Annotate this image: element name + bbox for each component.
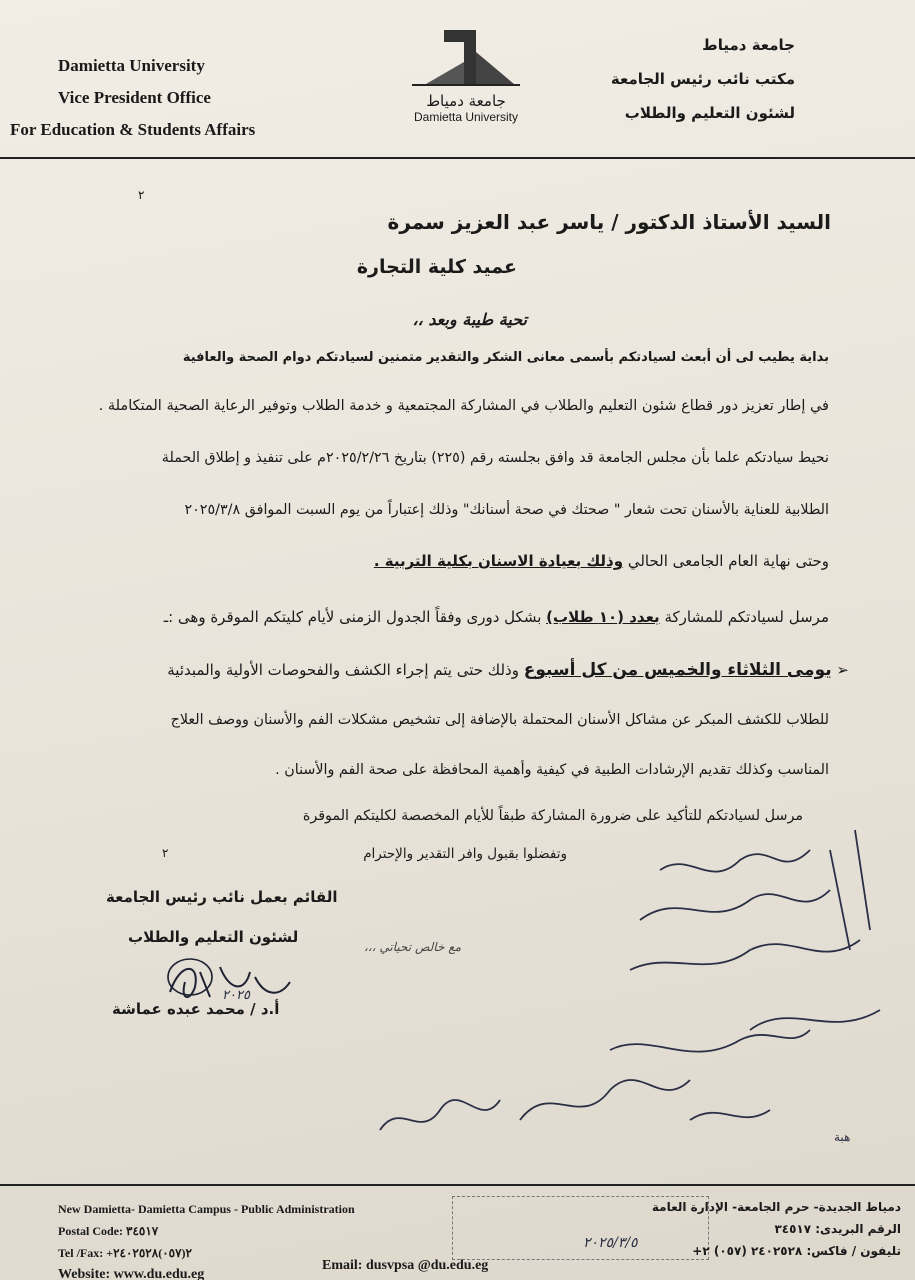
university-name-en: Damietta University — [58, 56, 205, 75]
footer-phone-ar: تليفون / فاكس: ٢٤٠٢٥٢٨ (٠٥٧) ٢+ — [692, 1244, 901, 1258]
regards: مع خالص تحياتي ،،، — [364, 940, 462, 954]
logo-arabic-text: جامعة دمياط — [426, 92, 506, 110]
footer-divider — [0, 1184, 915, 1186]
paragraph-decision-2: الطلابية للعناية بالأسنان تحت شعار " صحتك في صحة أسنانك" وذلك إعتباراً من يوم السبت الموافق ٢٠٢٥/٣/٨ — [184, 502, 829, 518]
recipient-line-1: السيد الأستاذ الدكتور / ياسر عبد العزيز سمرة — [387, 210, 831, 234]
signer-title-2: لشئون التعليم والطلاب — [128, 928, 299, 946]
office-name-en: Vice President Office — [58, 88, 211, 107]
schedule-line — [167, 660, 849, 680]
handwritten-initial: هبة — [834, 1130, 851, 1144]
paragraph-decision-1: نحيط سيادتكم علما بأن مجلس الجامعة قد وافق بجلسته رقم (٢٢٥) بتاريخ ٢٠٢٥/٢/٢٦م على تنفيذ و إطلاق الحملة — [161, 450, 829, 466]
footer-postal-en: Postal Code: ٣٤٥١٧ — [58, 1224, 159, 1238]
footer-address-en: New Damietta- Damietta Campus - Public Administration — [58, 1202, 355, 1216]
paragraph-confirm: مرسل لسيادتكم للتأكيد على ضرورة المشاركة طبقاً للأيام المخصصة لكليتكم الموقرة — [302, 808, 803, 824]
university-logo — [396, 22, 536, 132]
recipient-line-2: عميد كلية التجارة — [356, 256, 517, 278]
paragraph-decision-3 — [374, 552, 829, 570]
participation-text-2: بشكل دورى وفقاً الجدول الزمنى لأيام كليتكم الموقرة وهى :ـ — [163, 608, 547, 626]
paragraph-screening: للطلاب للكشف المبكر عن مشاكل الأسنان المحتملة بالإضافة إلى تشخيص مشكلات الفم والأسنان ووصف العلاج — [170, 712, 829, 728]
schedule-days: يومى الثلاثاء والخميس من كل أسبوع — [523, 660, 832, 680]
footer-phone-en: Tel /Fax: +٢(٠٥٧)٢٤٠٢٥٢٨ — [58, 1246, 192, 1260]
footer-email[interactable]: Email: dusvpsa @du.edu.eg — [322, 1258, 489, 1273]
footer-postal-ar: الرقم البريدى: ٣٤٥١٧ — [774, 1222, 901, 1236]
stamp-date: ٢٠٢٥/٣/٥ — [583, 1235, 638, 1251]
university-name-ar: جامعة دمياط — [702, 36, 795, 54]
paragraph-guidance: المناسب وكذلك تقديم الإرشادات الطبية في كيفية وأهمية المحافظة على صحة الفم والأسنان . — [275, 762, 829, 778]
participation-text: مرسل لسيادتكم للمشاركة — [659, 608, 829, 626]
header-english — [10, 50, 300, 146]
bullet-arrow-icon: ➢ — [836, 661, 849, 679]
decision-text: وحتى نهاية العام الجامعى الحالي — [623, 552, 829, 570]
affairs-name-ar: لشئون التعليم والطلاب — [624, 104, 795, 122]
paragraph-intro: بداية يطيب لى أن أبعث لسيادتكم بأسمى معانى الشكر والتقدير متمنين لسيادتكم دوام الصحة والعافية — [182, 350, 829, 365]
signature-date: ٢٠٢٥ — [222, 988, 250, 1003]
paragraph-context: في إطار تعزيز دور قطاع شئون التعليم والطلاب في المشاركة المجتمعية و خدمة الطلاب وتوفير الرعاية الصحية المتكاملة . — [98, 398, 829, 414]
greeting: تحية طيبة وبعد ،، — [412, 310, 527, 329]
closing: وتفضلوا بقبول وافر التقدير والإحترام — [363, 846, 567, 862]
student-count: بعدد (١٠ طلاب) — [546, 608, 660, 626]
footer-website[interactable]: Website: www.du.edu.eg — [58, 1267, 205, 1280]
header-divider — [0, 157, 915, 159]
handwritten-annotation-bottom-icon — [360, 1010, 820, 1160]
paragraph-participation — [164, 608, 829, 626]
margin-mark-2: ٢ — [162, 846, 169, 860]
margin-mark: ٢ — [138, 188, 145, 202]
footer-arabic — [652, 1196, 901, 1262]
signer-title-1: القائم بعمل نائب رئيس الجامعة — [106, 888, 338, 906]
schedule-purpose: وذلك حتى يتم إجراء الكشف والفحوصات الأولية والمبدئية — [167, 661, 524, 679]
logo-emblem-icon — [406, 22, 526, 92]
header-arabic — [611, 28, 795, 130]
footer-english — [58, 1198, 355, 1280]
logo-english-text: Damietta University — [413, 110, 519, 124]
office-name-ar: مكتب نائب رئيس الجامعة — [610, 70, 795, 88]
clinic-location: وذلك بعيادة الاسنان بكلية التربية . — [373, 552, 624, 570]
affairs-name-en: For Education & Students Affairs — [10, 120, 256, 139]
footer-address-ar: دمياط الجديدة- حرم الجامعة- الإدارة العامة — [651, 1200, 901, 1214]
signer-name: أ.د / محمد عبده عماشة — [112, 1000, 280, 1018]
